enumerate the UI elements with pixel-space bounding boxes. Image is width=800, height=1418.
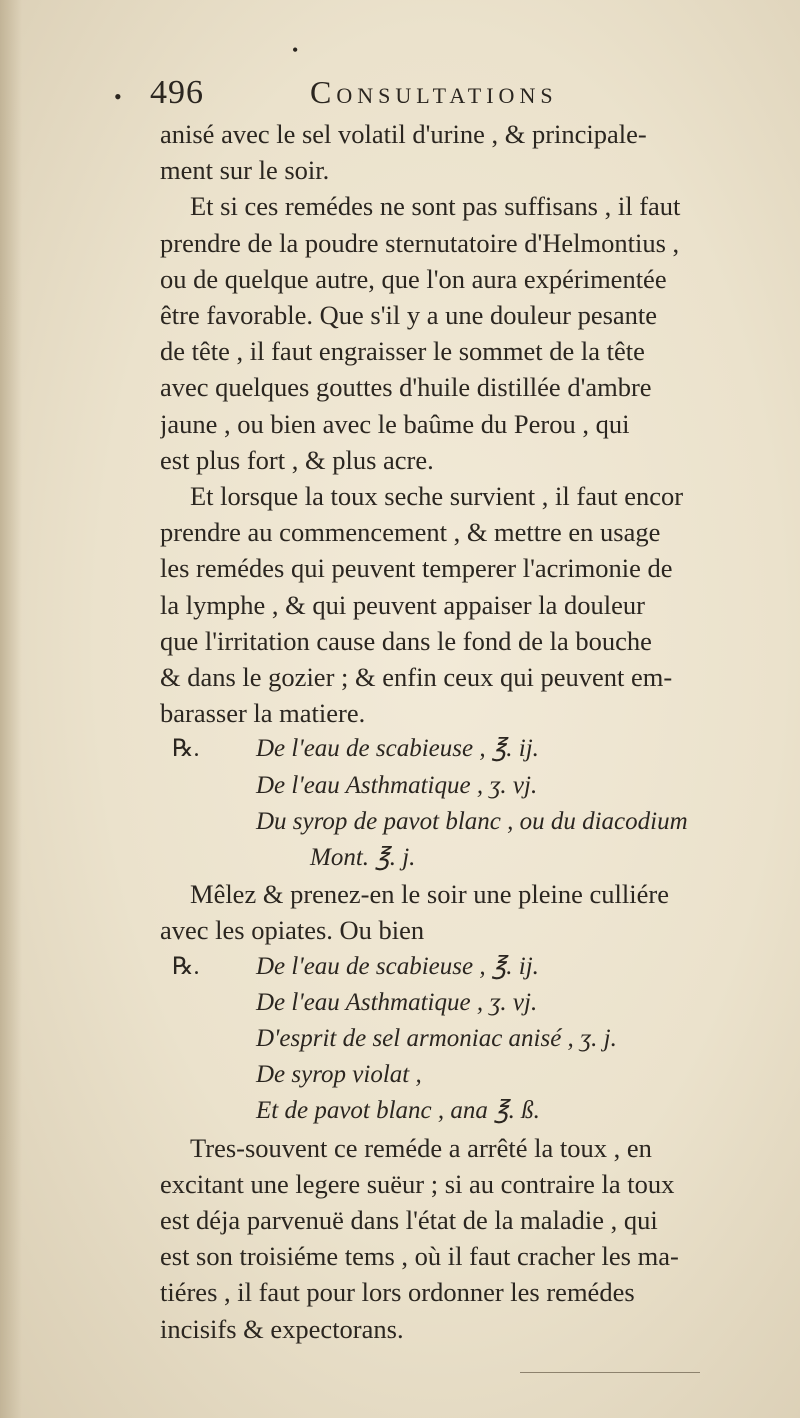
text-line: Et lorsque la toux seche survient , il faut encor <box>190 481 684 512</box>
recipe-symbol: ℞. <box>172 736 200 763</box>
recipe-ingredient: Du syrop de pavot blanc , ou du diacodium <box>256 807 688 835</box>
text-line: & dans le gozier ; & enfin ceux qui peuvent em- <box>160 662 673 693</box>
text-line: les remédes qui peuvent temperer l'acrimonie de <box>160 553 673 584</box>
text-line: jaune , ou bien avec le baûme du Perou , qui <box>160 408 630 439</box>
text-line: Mêlez & prenez-en le soir une pleine culliére <box>190 879 669 910</box>
recipe-line <box>160 768 788 804</box>
body-text <box>160 116 788 1347</box>
recipe-ingredient: Mont. ℥. j. <box>310 844 416 872</box>
recipe-ingredient: D'esprit de sel armoniac anisé , ʒ. j. <box>256 1024 617 1052</box>
recipe-line <box>160 804 788 840</box>
recipe-ingredient: De l'eau Asthmatique , ʒ. vj. <box>256 988 538 1016</box>
text-line: est son troisiéme tems , où il faut cracher les ma- <box>160 1241 679 1272</box>
recipe-symbol: ℞. <box>172 953 200 980</box>
text-line: Et si ces remédes ne sont pas suffisans , il faut <box>190 191 681 222</box>
page-edge-shadow <box>0 0 22 1418</box>
recipe-line <box>160 731 788 767</box>
page-number: 496 <box>150 74 204 111</box>
recipe-line <box>160 1057 788 1093</box>
bottom-pencil-mark <box>520 1372 700 1373</box>
text-line: être favorable. Que s'il y a une douleur pesante <box>160 300 658 331</box>
recipe-line <box>160 985 788 1021</box>
text-line: est plus fort , & plus acre. <box>160 444 434 475</box>
text-line: anisé avec le sel volatil d'urine , & principale- <box>160 119 647 149</box>
ink-dot: • <box>292 40 299 60</box>
text-line: de tête , il faut engraisser le sommet de la tête <box>160 336 645 367</box>
recipe-ingredient: De l'eau de scabieuse , ℥. ij. <box>256 952 539 980</box>
text-line: avec quelques gouttes d'huile distillée d'ambre <box>160 372 652 403</box>
text-line: prendre au commencement , & mettre en usage <box>160 517 661 548</box>
text-line: Tres-souvent ce reméde a arrêté la toux , en <box>190 1132 652 1163</box>
text-line: barasser la matiere. <box>160 698 366 729</box>
running-head: Consultations <box>310 74 558 110</box>
text-line: excitant une legere suëur ; si au contraire la toux <box>160 1168 675 1199</box>
recipe-line <box>160 1093 788 1129</box>
recipe-ingredient: De l'eau de scabieuse , ℥. ij. <box>256 735 539 763</box>
recipe-line <box>160 840 788 876</box>
text-line: est déja parvenuë dans l'état de la maladie , qui <box>160 1204 658 1235</box>
text-line: prendre de la poudre sternutatoire d'Helmontius , <box>160 227 680 258</box>
text-line: incisifs & expectorans. <box>160 1313 404 1344</box>
text-line: tiéres , il faut pour lors ordonner les remédes <box>160 1277 635 1308</box>
recipe-line <box>160 1021 788 1057</box>
page-header <box>150 70 770 116</box>
text-line: avec les opiates. Ou bien <box>160 915 425 946</box>
text-line: la lymphe , & qui peuvent appaiser la douleur <box>160 589 645 620</box>
recipe-ingredient: De l'eau Asthmatique , ʒ. vj. <box>256 771 538 799</box>
recipe-ingredient: Et de pavot blanc , ana ℥. ß. <box>256 1097 540 1125</box>
margin-mark: • <box>114 84 122 109</box>
recipe-ingredient: De syrop violat , <box>256 1061 422 1089</box>
recipe-line <box>160 949 788 985</box>
text-line: ou de quelque autre, que l'on aura expérimentée <box>160 263 667 294</box>
text-line: que l'irritation cause dans le fond de la bouche <box>160 625 652 656</box>
text-line: ment sur le soir. <box>160 155 330 186</box>
